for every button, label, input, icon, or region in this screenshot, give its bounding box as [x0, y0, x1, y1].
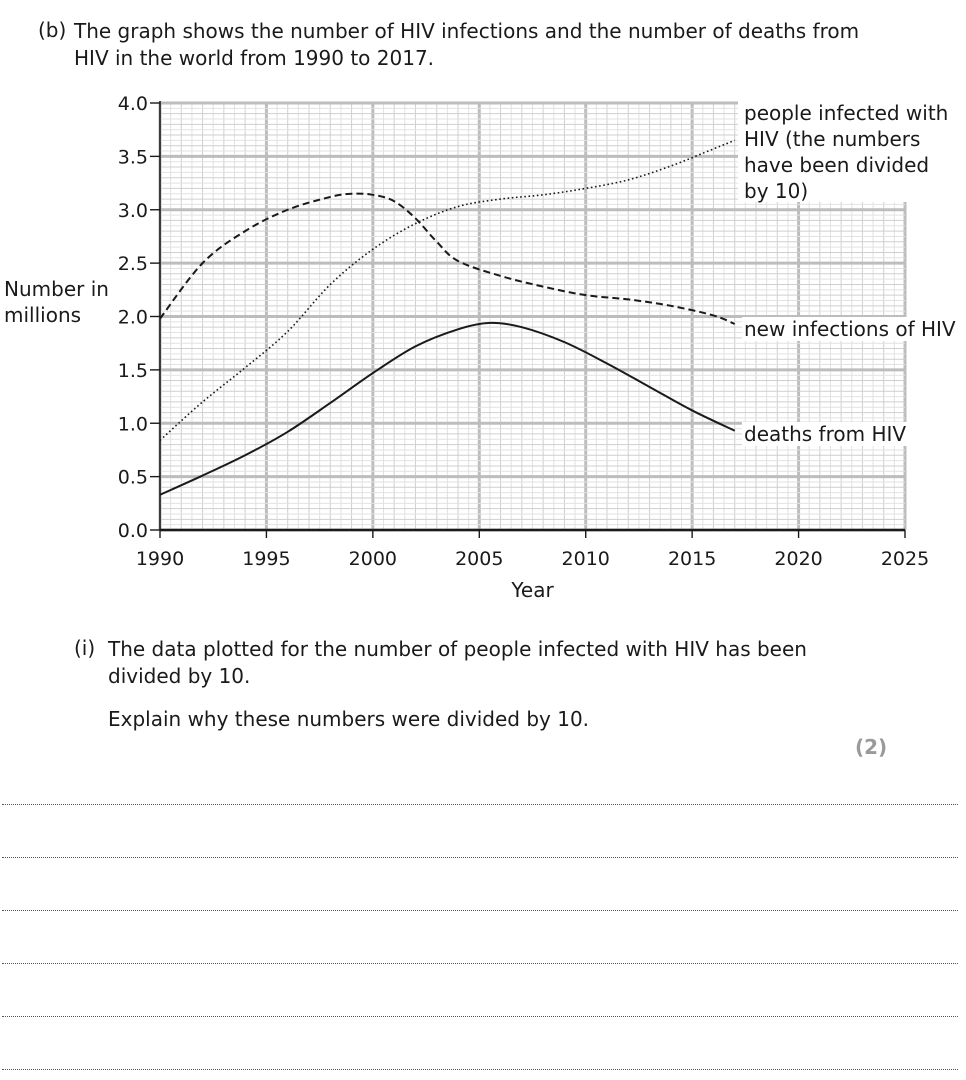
x-tick-label: 2010 [561, 548, 610, 570]
deaths-label: deaths from HIV [744, 422, 907, 446]
y-tick-label: 4.0 [117, 93, 148, 115]
people-infected-label: by 10) [744, 179, 809, 203]
x-axis-title: Year [511, 578, 554, 602]
new-infections-label: new infections of HIV [744, 317, 956, 341]
y-axis-title: Number in [4, 277, 109, 301]
x-tick-label: 1990 [135, 548, 185, 570]
answer-line-6[interactable] [2, 1069, 958, 1070]
people-infected-label: HIV (the numbers [744, 127, 921, 151]
answer-line-4[interactable] [2, 963, 958, 964]
answer-line-3[interactable] [2, 910, 958, 911]
part-i-text: The data plotted for the number of people infected with HIV has been divided by 10. [108, 637, 807, 688]
y-tick-label: 3.0 [117, 199, 148, 222]
people-infected-label: have been divided [744, 153, 930, 177]
question-label: (b) [38, 18, 67, 42]
y-axis-title: millions [4, 303, 82, 327]
answer-line-1[interactable] [2, 804, 958, 805]
part-i-label: (i) [74, 636, 96, 660]
answer-line-2[interactable] [2, 857, 958, 858]
question-text: The graph shows the number of HIV infections and the number of deaths from HIV in the world from 1990 to 2017. [74, 19, 860, 70]
y-tick-label: 1.0 [117, 413, 148, 436]
y-tick-label: 1.5 [117, 359, 148, 382]
x-tick-label: 2000 [348, 548, 398, 570]
y-tick-label: 3.5 [117, 146, 148, 169]
y-tick-label: 0.5 [117, 466, 148, 489]
y-tick-label: 2.5 [117, 253, 148, 276]
x-tick-label: 2005 [455, 548, 504, 570]
x-tick-label: 2025 [880, 548, 930, 570]
y-tick-label: 0.0 [117, 520, 148, 542]
part-i-prompt: Explain why these numbers were divided by 10. [108, 707, 590, 731]
people-infected-label: people infected with [744, 101, 949, 125]
marks-indicator: (2) [855, 735, 888, 759]
x-tick-label: 2015 [667, 548, 717, 570]
y-tick-label: 2.0 [117, 306, 148, 329]
x-tick-label: 2020 [774, 548, 823, 570]
answer-line-5[interactable] [2, 1016, 958, 1017]
x-tick-label: 1995 [242, 548, 291, 570]
